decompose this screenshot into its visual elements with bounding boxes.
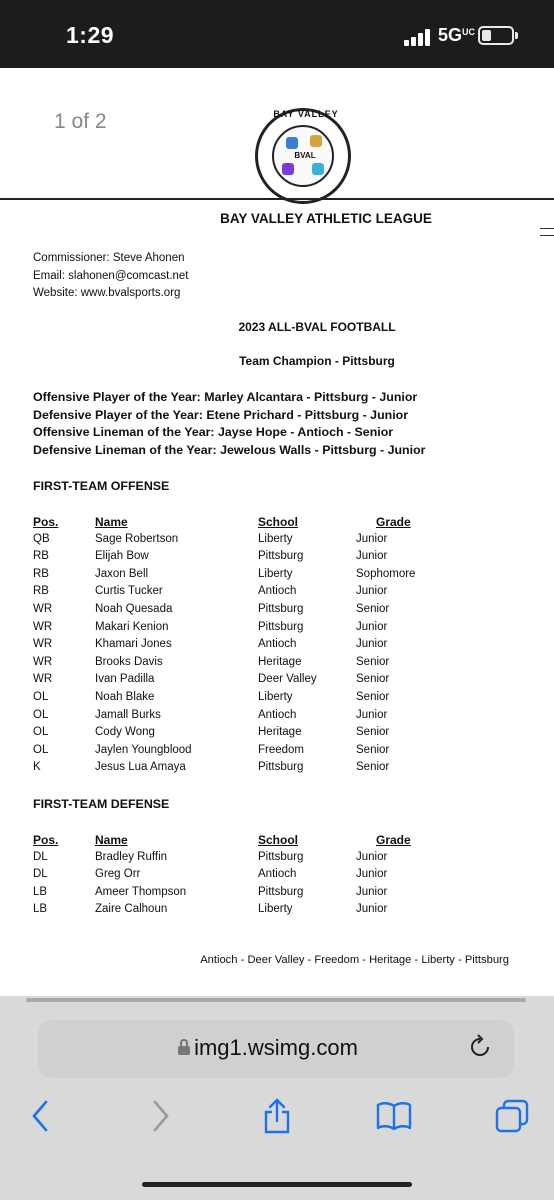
status-bar — [0, 0, 554, 68]
cell-grade: Senior — [356, 655, 390, 668]
cell-name: Jaxon Bell — [95, 567, 149, 580]
back-icon[interactable] — [20, 1096, 60, 1136]
cell-pos: OL — [33, 743, 49, 756]
commissioner-line: Commissioner: Steve Ahonen — [33, 252, 185, 264]
header-school: School — [258, 833, 299, 847]
cell-school: Antioch — [258, 868, 297, 881]
cell-name: Noah Quesada — [95, 602, 173, 615]
cell-school: Heritage — [258, 726, 302, 739]
cell-school: Pittsburg — [258, 761, 304, 774]
cell-school: Heritage — [258, 655, 302, 668]
cell-grade: Sophomore — [356, 567, 416, 580]
share-icon[interactable] — [257, 1096, 297, 1136]
url-text: img1.wsimg.com — [194, 1035, 358, 1060]
cell-name: Jesus Lua Amaya — [95, 761, 186, 774]
header-divider — [0, 198, 554, 200]
address-bar[interactable] — [38, 1020, 514, 1078]
browser-toolbar — [0, 1096, 554, 1144]
cell-pos: RB — [33, 585, 49, 598]
cell-grade: Junior — [356, 638, 388, 651]
cell-school: Liberty — [258, 532, 293, 545]
battery-icon — [478, 26, 514, 45]
cell-grade: Junior — [356, 868, 388, 881]
header-pos: Pos. — [33, 833, 59, 847]
cell-school: Pittsburg — [258, 602, 304, 615]
cell-name: Bradley Ruffin — [95, 850, 168, 863]
cell-grade: Senior — [356, 673, 390, 686]
cell-grade: Junior — [356, 532, 388, 545]
cell-pos: WR — [33, 602, 53, 615]
cell-pos: DL — [33, 850, 48, 863]
cell-name: Greg Orr — [95, 868, 141, 881]
champion-line: Team Champion - Pittsburg — [239, 354, 395, 368]
offense-heading: FIRST-TEAM OFFENSE — [33, 479, 170, 493]
cell-name: Khamari Jones — [95, 638, 172, 651]
cell-pos: LB — [33, 885, 48, 898]
cell-name: Curtis Tucker — [95, 585, 163, 598]
cell-name: Jaylen Youngblood — [95, 743, 192, 756]
cell-name: Makari Kenion — [95, 620, 169, 633]
awards-list — [33, 389, 425, 459]
cell-school: Pittsburg — [258, 850, 304, 863]
pdf-document[interactable] — [0, 68, 554, 996]
header-name: Name — [95, 833, 128, 847]
cell-school: Antioch — [258, 708, 297, 721]
cell-school: Deer Valley — [258, 673, 317, 686]
home-indicator — [142, 1182, 412, 1187]
scroll-indicator[interactable] — [540, 228, 554, 236]
header-name: Name — [95, 515, 128, 529]
header-grade: Grade — [376, 833, 411, 847]
cell-grade: Senior — [356, 761, 390, 774]
cell-pos: WR — [33, 655, 53, 668]
cell-school: Freedom — [258, 743, 305, 756]
defense-heading: FIRST-TEAM DEFENSE — [33, 797, 170, 811]
logo-ring-text: BAY VALLEY — [273, 109, 339, 119]
cell-grade: Senior — [356, 726, 390, 739]
cell-school: Antioch — [258, 638, 297, 651]
cell-school: Liberty — [258, 690, 293, 703]
reload-icon[interactable] — [468, 1034, 492, 1060]
league-name: BAY VALLEY ATHLETIC LEAGUE — [220, 211, 432, 226]
cell-name: Ameer Thompson — [95, 885, 187, 898]
cell-grade: Senior — [356, 602, 390, 615]
email-line: Email: slahonen@comcast.net — [33, 269, 189, 282]
cell-pos: OL — [33, 726, 49, 739]
cell-name: Noah Blake — [95, 690, 155, 703]
bookmarks-icon[interactable] — [374, 1096, 414, 1136]
cell-pos: WR — [33, 638, 53, 651]
cell-pos: RB — [33, 567, 49, 580]
cell-name: Sage Robertson — [95, 532, 179, 545]
award-item: Defensive Player of the Year: Etene Prichard - Pittsburg - Junior — [33, 407, 409, 422]
header-school: School — [258, 515, 299, 529]
forward-icon — [141, 1096, 181, 1136]
cell-grade: Junior — [356, 708, 388, 721]
horizontal-scroll-indicator[interactable] — [26, 998, 526, 1002]
contact-info — [33, 250, 189, 303]
cell-school: Pittsburg — [258, 620, 304, 633]
cell-pos: WR — [33, 620, 53, 633]
doc-title: 2023 ALL-BVAL FOOTBALL — [238, 320, 396, 334]
cell-pos: K — [33, 761, 41, 774]
cell-school: Antioch — [258, 585, 297, 598]
cell-pos: QB — [33, 532, 50, 545]
cell-name: Elijah Bow — [95, 550, 149, 563]
cell-grade: Senior — [356, 690, 390, 703]
cell-grade: Senior — [356, 743, 390, 756]
award-item: Offensive Player of the Year: Marley Alcantara - Pittsburg - Junior — [33, 390, 418, 404]
browser-bar — [0, 996, 554, 1200]
award-item: Defensive Lineman of the Year: Jewelous Walls - Pittsburg - Junior — [33, 442, 426, 457]
league-logo — [255, 108, 351, 204]
cell-grade: Junior — [356, 550, 388, 563]
logo-center-text: BVAL — [294, 151, 316, 160]
header-grade: Grade — [376, 515, 411, 529]
cell-name: Jamall Burks — [95, 708, 161, 721]
cell-pos: RB — [33, 550, 49, 563]
status-time: 1:29 — [66, 22, 115, 48]
network-type: $5G^{UC}$ — [438, 25, 476, 45]
cell-grade: Junior — [356, 903, 388, 916]
page-indicator: 1 of 2 — [54, 110, 107, 133]
cell-name: Zaire Calhoun — [95, 903, 168, 916]
cell-pos: DL — [33, 868, 48, 881]
cell-school: Pittsburg — [258, 885, 304, 898]
website-line: Website: www.bvalsports.org — [33, 287, 181, 299]
cell-school: Pittsburg — [258, 550, 304, 563]
cell-grade: Junior — [356, 885, 388, 898]
header-pos: Pos. — [33, 515, 59, 529]
cell-pos: OL — [33, 708, 49, 721]
schools-footer: Antioch - Deer Valley - Freedom - Heritage - Liberty - Pittsburg — [200, 954, 509, 966]
cell-grade: Junior — [356, 850, 388, 863]
cell-pos: WR — [33, 673, 53, 686]
cell-name: Ivan Padilla — [95, 673, 155, 686]
cell-grade: Junior — [356, 620, 388, 633]
cell-school: Liberty — [258, 903, 293, 916]
cell-name: Brooks Davis — [95, 655, 163, 668]
cell-pos: OL — [33, 690, 49, 703]
cell-pos: LB — [33, 903, 48, 916]
tabs-icon[interactable] — [492, 1096, 532, 1136]
cell-grade: Junior — [356, 585, 388, 598]
cell-name: Cody Wong — [95, 726, 155, 739]
award-item: Offensive Lineman of the Year: Jayse Hope - Antioch - Senior — [33, 425, 394, 439]
signal-icon — [404, 28, 434, 46]
cell-school: Liberty — [258, 567, 293, 580]
